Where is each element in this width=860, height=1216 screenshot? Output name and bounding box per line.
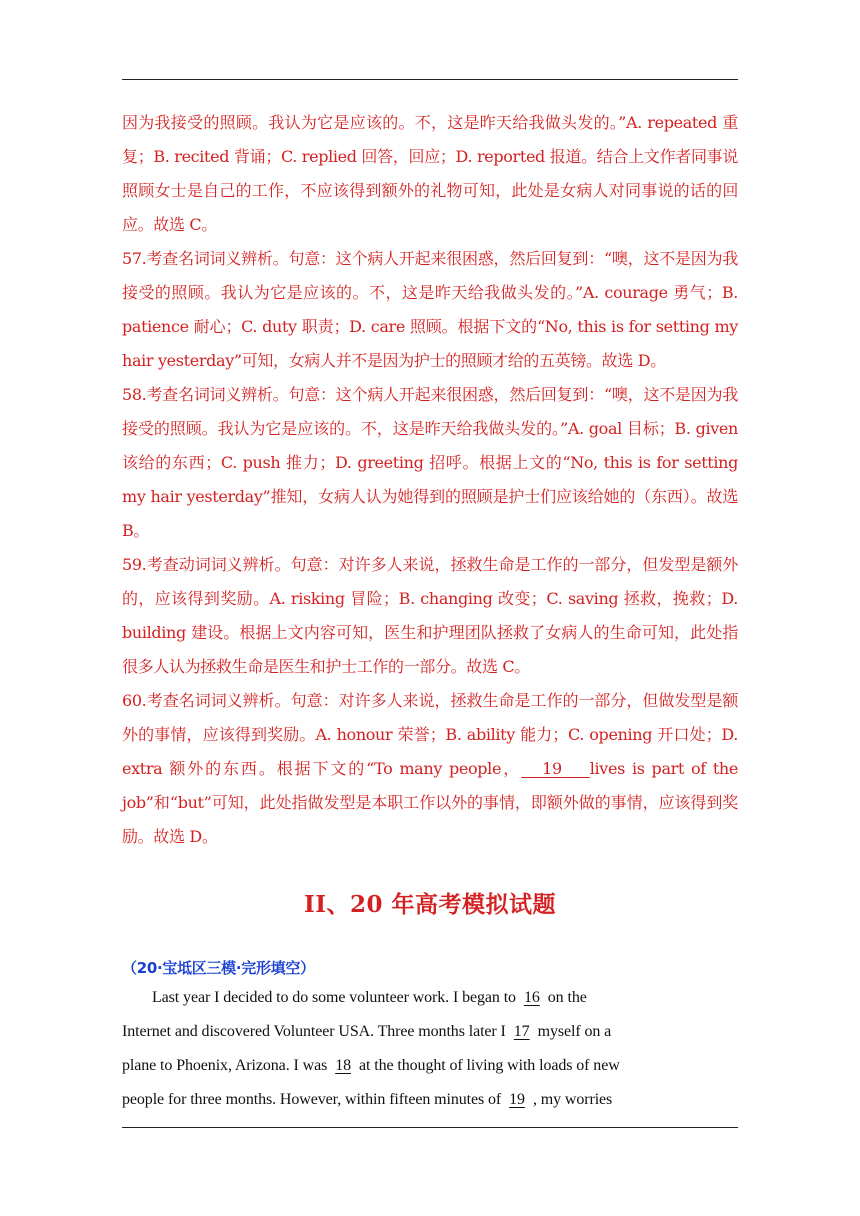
blank-17: 17 — [513, 1023, 530, 1040]
header-rule — [122, 79, 738, 80]
explanation-60-blank: 19 — [542, 759, 562, 778]
passage-line: Last year I decided to do some volunteer work. I began to 16 on the — [122, 981, 738, 1015]
blank-19: 19 — [509, 1091, 525, 1108]
exercise-source: （20·宝坻区三模·完形填空） — [122, 959, 315, 977]
blank-16: 16 — [523, 989, 540, 1006]
explanation-57: 57.考查名词词义辨析。句意：这个病人开起来很困惑，然后回复到：“噢，这不是因为我接受的照顾。我认为它是应该的。不，这是昨天给我做头发的。”A. courage 勇气；B. patience 耐心；C. duty 职责；D. care 照顾。根据下文的“No, this is for setting my hair yesterday”可知，女病人并不是因为护士的照顾才给的五英镑。故选 D。 — [122, 249, 738, 370]
explanation-60-before: 60.考查名词词义辨析。句意：对许多人来说，拯救生命是工作的一部分，但做发型是额外的事情，应该得到奖励。A. honour 荣誉；B. ability 能力；C. opening 开口处；D. extra 额外的东西。根据下文的“To many people， — [122, 691, 738, 778]
footer-rule — [122, 1127, 738, 1128]
explanation-60-after: lives is part of the job”和“but”可知，此处指做发型是本职工作以外的事情，即额外做的事情，应该得到奖励。故选 D。 — [122, 759, 738, 846]
passage-line: people for three months. However, within fifteen minutes of 19 , my worries — [122, 1083, 738, 1117]
passage-line: Internet and discovered Volunteer USA. Three months later I 17 myself on a — [122, 1015, 738, 1049]
explanation-58: 58.考查名词词义辨析。句意：这个病人开起来很困惑，然后回复到：“噢，这不是因为我接受的照顾。我认为它是应该的。不，这是昨天给我做头发的。”A. goal 目标；B. given 该给的东西；C. push 推力；D. greeting 招呼。根据上文的“No, this is for setting my hair yesterday”推知，女病人认为她得到的照顾是护士们应该给她的（东西）。故选 B。 — [122, 385, 738, 540]
passage-line: plane to Phoenix, Arizona. I was 18 at the thought of living with loads of new — [122, 1049, 738, 1083]
cloze-passage — [122, 981, 738, 1117]
answer-explanations — [122, 106, 738, 854]
explanation-56-continued: 因为我接受的照顾。我认为它是应该的。不，这是昨天给我做头发的。”A. repeated 重复；B. recited 背诵；C. replied 回答，回应；D. reported 报道。结合上文作者同事说照顾女士是自己的工作，不应该得到额外的礼物可知，此处是女病人对同事说的话的回应。故选 C。 — [122, 113, 738, 234]
explanation-59: 59.考查动词词义辨析。句意：对许多人来说，拯救生命是工作的一部分，但发型是额外的，应该得到奖励。A. risking 冒险；B. changing 改变；C. saving 拯救，挽救；D. building 建设。根据上文内容可知，医生和护理团队拯救了女病人的生命可知，此处指很多人认为拯救生命是医生和护士工作的一部分。故选 C。 — [122, 555, 738, 676]
section-title: II、20 年高考模拟试题 — [303, 891, 557, 918]
explanation-60 — [122, 684, 738, 854]
blank-18: 18 — [335, 1057, 352, 1074]
